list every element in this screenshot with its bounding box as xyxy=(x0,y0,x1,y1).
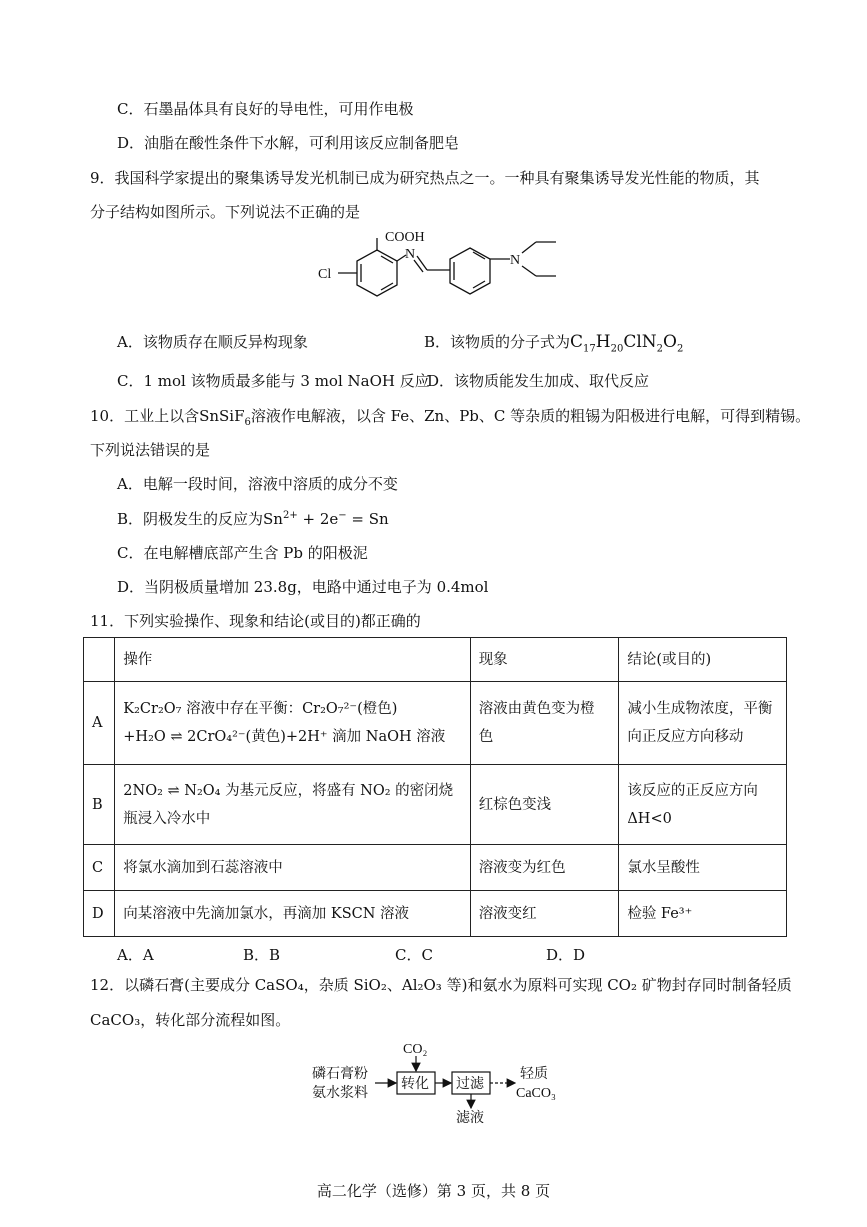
q9-option-b: B．该物质的分子式为$C_{17}H_{20}ClN_2O_2$ xyxy=(424,332,684,355)
q10-option-c: C．在电解槽底部产生含 Pb 的阳极泥 xyxy=(117,544,368,562)
molecule-structure xyxy=(300,228,570,312)
row-label: B xyxy=(84,765,115,845)
table-row xyxy=(84,845,787,891)
table-header-cell xyxy=(84,638,115,682)
filtrate-label: 滤液 xyxy=(456,1111,484,1126)
table-row xyxy=(84,765,787,845)
table-header-cell: 现象 xyxy=(470,638,619,682)
co2-label: CO₂ xyxy=(403,1042,428,1057)
phenomenon-cell: 溶液变为红色 xyxy=(470,845,619,891)
table-row xyxy=(84,891,787,937)
conclusion-cell: 减小生成物浓度，平衡 向正反应方向移动 xyxy=(619,682,787,765)
phenomenon-cell: 溶液变红 xyxy=(470,891,619,937)
row-label: A xyxy=(84,682,115,765)
page-footer: 高二化学（选修）第 3 页，共 8 页 xyxy=(316,1182,551,1200)
imine-n-label: N xyxy=(405,247,416,262)
q11-stem: 11．下列实验操作、现象和结论(或目的)都正确的 xyxy=(90,612,421,630)
q8-option-d: D．油脂在酸性条件下水解，可利用该反应制备肥皂 xyxy=(117,134,460,152)
phenomenon-cell: 红棕色变浅 xyxy=(470,765,619,845)
q9-option-d: D．该物质能发生加成、取代反应 xyxy=(427,372,650,390)
q10-option-a: A．电解一段时间，溶液中溶质的成分不变 xyxy=(117,475,398,493)
q12-stem-line2: CaCO₃，转化部分流程如图。 xyxy=(90,1011,291,1029)
input-ammonia-label: 氨水浆料 xyxy=(312,1086,368,1101)
q11-option-d: D．D xyxy=(546,946,586,964)
cooh-label: COOH xyxy=(385,230,425,245)
phenomenon-cell: 溶液由黄色变为橙 色 xyxy=(470,682,619,765)
table-header-cell: 操作 xyxy=(115,638,470,682)
conclusion-cell: 该反应的正反应方向 ΔH<0 xyxy=(619,765,787,845)
molecule-diagram xyxy=(300,228,570,308)
operation-cell: 将氯水滴加到石蕊溶液中 xyxy=(115,845,470,891)
q10-option-d: D．当阴极质量增加 23.8g，电路中通过电子为 0.4mol xyxy=(117,578,489,596)
process-flowchart xyxy=(300,1040,570,1134)
row-label: D xyxy=(84,891,115,937)
conclusion-cell: 氯水呈酸性 xyxy=(619,845,787,891)
table-row xyxy=(84,682,787,765)
q12-stem-line1: 12．以磷石膏(主要成分 CaSO₄，杂质 SiO₂、Al₂O₃ 等)和氨水为原料可实现 CO₂ 矿物封存同时制备轻质 xyxy=(90,976,792,994)
q9-option-c: C．1 mol 该物质最多能与 3 mol NaOH 反应 xyxy=(117,372,430,390)
molecular-formula: $C_{17}H_{20}ClN_2O_2$ xyxy=(570,332,684,355)
q10-stem-line1: 10．工业上以含SnSiF$_6$溶液作电解液，以含 Fe、Zn、Pb、C 等杂质的粗锡为阳极进行电解，可得到精锡。 xyxy=(90,407,811,428)
q9-option-a: A．该物质存在顺反异构现象 xyxy=(117,333,308,351)
operation-cell: 向某溶液中先滴加氯水，再滴加 KSCN 溶液 xyxy=(115,891,470,937)
input-gypsum-label: 磷石膏粉 xyxy=(312,1067,368,1082)
operation-cell: K₂Cr₂O₇ 溶液中存在平衡：Cr₂O₇²⁻(橙色) +H₂O ⇌ 2CrO₄²⁻(黄色)+2H⁺ 滴加 NaOH 溶液 xyxy=(115,682,470,765)
q9-stem-line1: 9．我国科学家提出的聚集诱导发光机制已成为研究热点之一。一种具有聚集诱导发光性能的物质，其 xyxy=(90,169,760,187)
q10-stem-line2: 下列说法错误的是 xyxy=(90,441,211,459)
experiment-table xyxy=(83,637,787,937)
q10-option-b: B．阴极发生的反应为$Sn^{2+} + 2e^- = Sn$ xyxy=(117,510,389,528)
filtration-label: 过滤 xyxy=(456,1077,484,1092)
amine-n-label: N xyxy=(510,253,521,268)
conversion-label: 转化 xyxy=(401,1077,429,1092)
q8-option-c: C．石墨晶体具有良好的导电性，可用作电极 xyxy=(117,100,414,118)
product-label-2: CaCO₃ xyxy=(516,1086,556,1101)
table-header-cell: 结论(或目的) xyxy=(619,638,787,682)
q11-option-b: B．B xyxy=(243,946,281,964)
product-label-1: 轻质 xyxy=(520,1067,548,1082)
q9-stem-line2: 分子结构如图所示。下列说法不正确的是 xyxy=(90,203,361,221)
conclusion-cell: 检验 Fe³⁺ xyxy=(619,891,787,937)
row-label: C xyxy=(84,845,115,891)
operation-cell: 2NO₂ ⇌ N₂O₄ 为基元反应，将盛有 NO₂ 的密闭烧 瓶浸入冷水中 xyxy=(115,765,470,845)
q11-option-c: C．C xyxy=(395,946,433,964)
q11-option-a: A．A xyxy=(117,946,154,964)
flowchart-diagram xyxy=(300,1040,570,1130)
table-header-row xyxy=(84,638,787,682)
chlorine-label: Cl xyxy=(318,267,332,282)
